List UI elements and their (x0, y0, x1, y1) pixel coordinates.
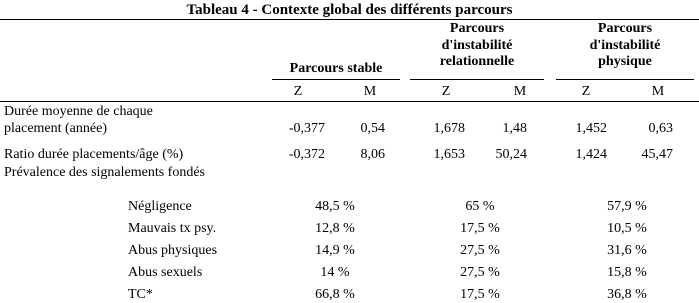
group-underline-physique (556, 79, 694, 80)
cell-duree-z-relationnelle: 1,678 (433, 121, 465, 136)
cell-ratio-z-relationnelle: 1,653 (433, 147, 465, 162)
cell-ratio-z-stable: -0,372 (288, 147, 325, 162)
group-underline-relationnelle (410, 79, 544, 80)
prevalence-label-abus-sexuels: Abus sexuels (128, 265, 203, 280)
prevalence-tc-stable: 66,8 % (315, 287, 355, 302)
prevalence-tc-relationnelle: 17,5 % (460, 287, 500, 302)
prevalence-label-mauvais-tx: Mauvais tx psy. (128, 221, 217, 236)
prevalence-abus-physiques-relationnelle: 27,5 % (460, 243, 500, 258)
cell-duree-m-stable: 0,54 (360, 121, 385, 136)
prevalence-label-tc: TC* (128, 287, 153, 302)
prevalence-mauvais-tx-physique: 10,5 % (607, 221, 647, 236)
prevalence-abus-physiques-stable: 14,9 % (315, 243, 355, 258)
prevalence-abus-sexuels-relationnelle: 27,5 % (460, 265, 500, 280)
cell-ratio-m-relationnelle: 50,24 (495, 147, 527, 162)
prevalence-mauvais-tx-stable: 12,8 % (315, 221, 355, 236)
table-title: Tableau 4 - Contexte global des différents parcours (186, 2, 513, 18)
prevalence-label-abus-physiques: Abus physiques (128, 243, 218, 258)
subheader-z-relationnelle: Z (441, 84, 451, 99)
prevalence-mauvais-tx-relationnelle: 17,5 % (460, 221, 500, 236)
cell-ratio-m-physique: 45,47 (641, 147, 673, 162)
subheader-m-physique: M (651, 84, 665, 99)
cell-ratio-m-stable: 8,06 (360, 147, 385, 162)
section-label-prevalence: Prévalence des signalements fondés (4, 165, 205, 180)
row-label-ratio: Ratio durée placements/âge (%) (4, 147, 184, 162)
subheader-z-stable: Z (293, 84, 303, 99)
cell-duree-m-physique: 0,63 (648, 121, 673, 136)
prevalence-tc-physique: 36,8 % (607, 287, 647, 302)
cell-duree-z-physique: 1,452 (575, 121, 607, 136)
cell-duree-m-relationnelle: 1,48 (502, 121, 527, 136)
prevalence-negligence-stable: 48,5 % (315, 199, 355, 214)
group-underline-stable (272, 79, 400, 80)
subheader-m-relationnelle: M (513, 84, 527, 99)
group-header-physique: Parcours d'instabilité physique (589, 21, 661, 69)
prevalence-abus-sexuels-stable: 14 % (320, 265, 350, 280)
cell-ratio-z-physique: 1,424 (575, 147, 607, 162)
top-rule (0, 19, 699, 20)
group-header-stable: Parcours stable (289, 61, 383, 76)
cell-duree-z-stable: -0,377 (288, 121, 325, 136)
subheader-z-physique: Z (581, 84, 591, 99)
header-rule (0, 101, 699, 102)
group-header-relationnelle: Parcours d'instabilité relationnelle (439, 21, 515, 69)
prevalence-label-negligence: Négligence (128, 199, 192, 214)
row-label-duree-line1: Durée moyenne de chaque (4, 104, 153, 119)
prevalence-negligence-relationnelle: 65 % (465, 199, 495, 214)
prevalence-abus-sexuels-physique: 15,8 % (607, 265, 647, 280)
subheader-m-stable: M (363, 84, 377, 99)
prevalence-abus-physiques-physique: 31,6 % (607, 243, 647, 258)
prevalence-negligence-physique: 57,9 % (607, 199, 647, 214)
row-label-duree-line2: placement (année) (4, 121, 107, 136)
